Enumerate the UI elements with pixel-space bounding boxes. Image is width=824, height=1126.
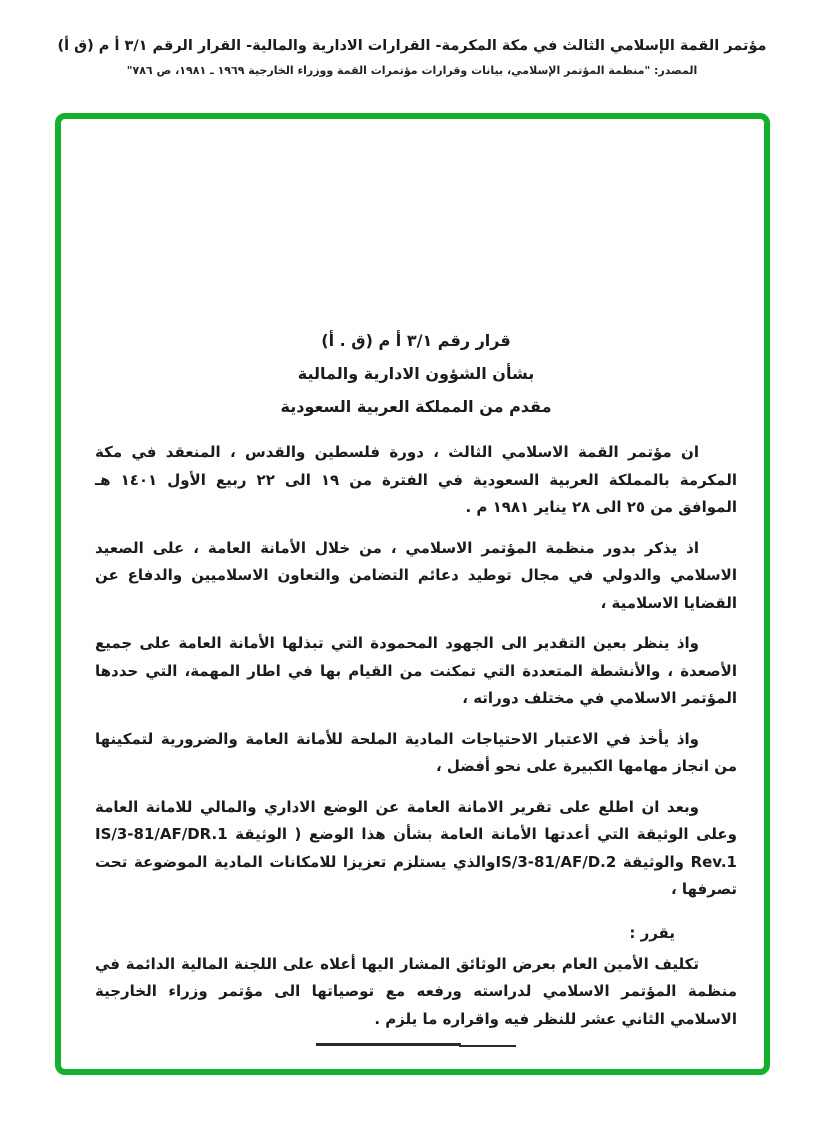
end-divider-right-segment [459, 1045, 516, 1047]
source-header-citation: المصدر: "منظمة المؤتمر الإسلامي، بيانات وقرارات مؤتمرات القمة ووزراء الخارجية ١٩٦٩ ـ ١٩٨١، ص ٧٨٦" [126, 64, 698, 77]
paragraph-decision: تكليف الأمين العام بعرض الوثائق المشار اليها أعلاه على اللجنة المالية الدائمة في منظمة المؤتمر الاسلامي لدراسته ورفعه مع توصياتها الى مؤتمر وزراء الخارجية الاسلامي الثاني عشر للنظر فيه واقراره ما يلزم . [95, 954, 737, 1028]
paragraph-preamble-summit: ان مؤتمر القمة الاسلامي الثالث ، دورة فلسطين والقدس ، المنعقد في مكة المكرمة بالمملكة العربية السعودية في الفترة من ١٩ الى ٢٢ ربيع الأول ١٤٠١ هـ الموافق من ٢٥ الى ٢٨ يناير ١٩٨١ م . [95, 443, 737, 516]
resolution-document [95, 324, 737, 1048]
paragraph-recalling-role: اذ يذكر بدور منظمة المؤتمر الاسلامي ، من خلال الأمانة العامة ، على الصعيد الاسلامي والدولي في مجال توطيد دعائم التضامن والتعاون الاسلاميين والدفاع عن القضايا الاسلامية ، [95, 538, 737, 612]
decision-heading: يقرر : [629, 923, 675, 942]
resolution-number-line: قرار رقم ٣/١ أ م (ق . أ) [321, 331, 511, 350]
end-divider-left-segment [316, 1043, 461, 1046]
document-green-frame [55, 113, 770, 1075]
resolution-subject-line: بشأن الشؤون الادارية والمالية [297, 364, 535, 383]
source-header-title: مؤتمر القمة الإسلامي الثالث في مكة المكرمة- القرارات الادارية والمالية- القرار الرقم ٣/١ أ م (ق أ) [57, 38, 767, 54]
source-header [0, 38, 824, 77]
end-divider [316, 1043, 516, 1048]
resolution-title-block [95, 324, 737, 423]
paragraph-material-needs: واذ يأخذ في الاعتبار الاحتياجات المادية الملحة للأمانة العامة والضرورية لتمكينها من انجاز مهامها الكبيرة على نحو أفضل ، [95, 729, 737, 775]
resolution-submitter-line: مقدم من المملكة العربية السعودية [280, 397, 552, 416]
paragraph-report-documents: وبعد ان اطلع على تقرير الامانة العامة عن الوضع الاداري والمالي للامانة العامة وعلى الوثيقة التي أعدتها الأمانة العامة بشأن هذا الوضع ( الوثيقة IS/3-81/AF/DR.1 Rev.1 والوثيقة IS/3-81/AF/D.2والذي يستلزم تعزيزا للامكانات المادية الموضوعة تحت تصرفها ، [95, 797, 737, 898]
paragraph-appreciation-efforts: واذ ينظر بعين التقدير الى الجهود المحمودة التي تبذلها الأمانة العامة على جميع الأصعدة ، والأنشطة المتعددة التي تمكنت من القيام بها في اطار المهمة، التي حددها المؤتمر الاسلامي في مختلف دوراته ، [95, 634, 737, 707]
